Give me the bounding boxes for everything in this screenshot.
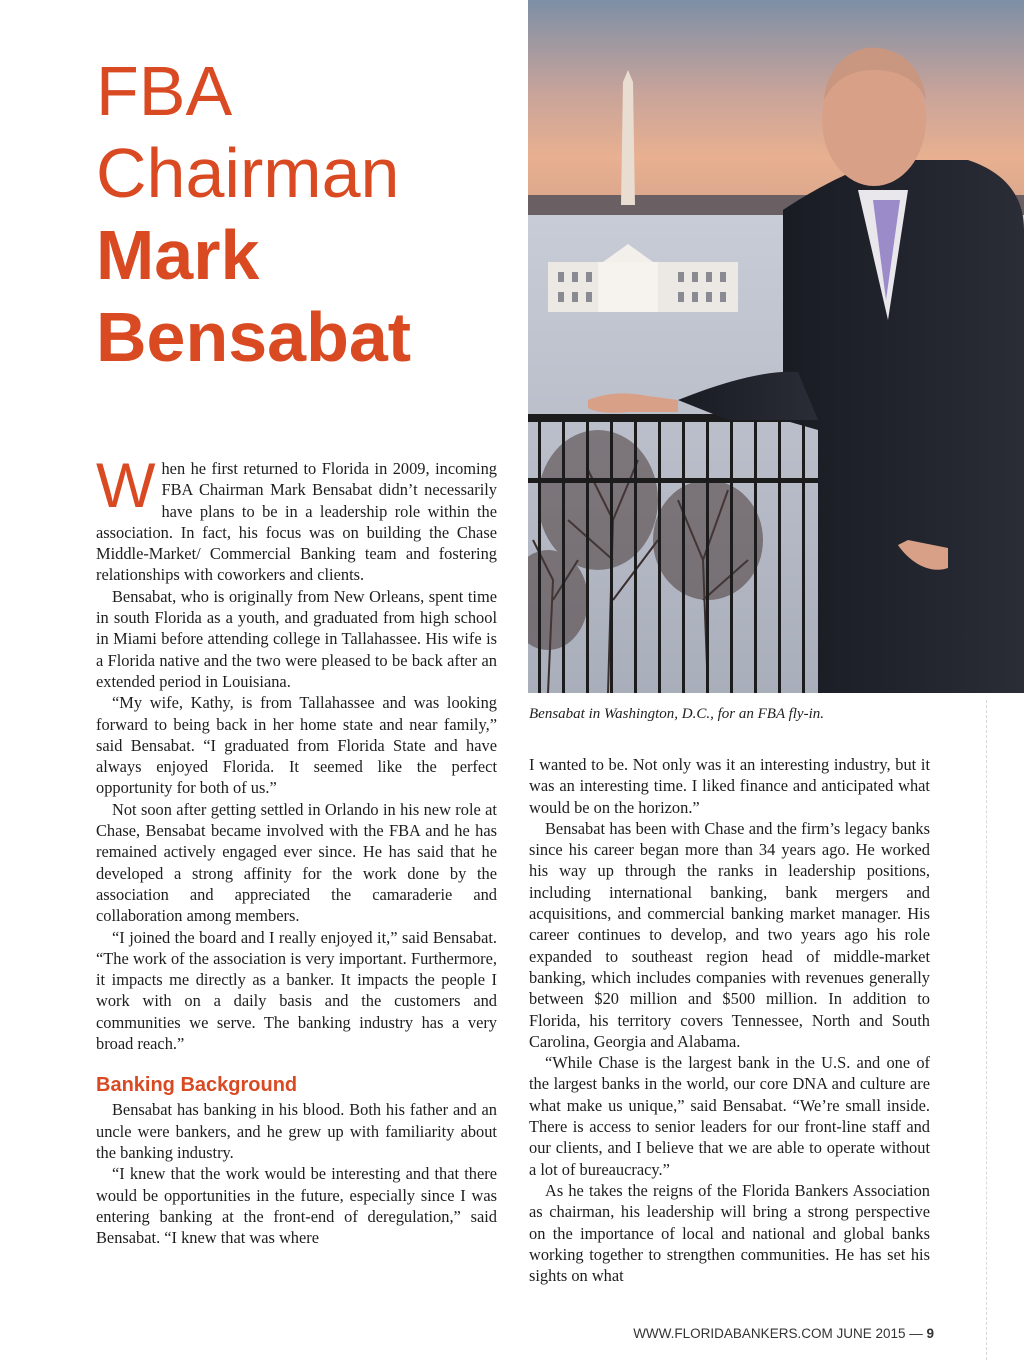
section-subhead: Banking Background [96, 1074, 298, 1097]
page-number: 9 [926, 1326, 934, 1341]
article-paragraph: “My wife, Kathy, is from Tallahassee and was looking forward to being back in her home state and near family,” said Bensabat. “I graduated from Florida State and have always enjoyed Florida. It seemed like the perfect opportunity for both of us.” [96, 693, 497, 798]
chairman-photo [528, 0, 1024, 693]
article-column-left [96, 451, 497, 1248]
page-edge-divider [986, 700, 987, 1360]
headline-line-3: Mark [96, 216, 260, 294]
headline-line-1: FBA [96, 52, 233, 130]
dropcap: W [96, 451, 156, 521]
article-paragraph: “I joined the board and I really enjoyed it,” said Bensabat. “The work of the association is very important. Furthermore, it impacts me directly as a banker. It impacts the people I work with on a daily basis and the customers and communities we serve. The banking industry has a very broad reach.” [96, 927, 497, 1054]
footer-text: WWW.FLORIDABANKERS.COM JUNE 2015 — [633, 1326, 927, 1341]
article-paragraph: Bensabat has been with Chase and the firm’s legacy banks since his career began more than 34 years ago. He worked his way up through the ranks in leadership positions, including international banking, bank mergers and acquisitions, and commercial banking market manager. His career continues to develop, and two years ago his role expanded to southeast region head of middle-market banking, which includes companies with revenues generally between $20 million and $500 million. In addition to Florida, his territory covers Tennessee, North and South Carolina, Georgia and Alabama. [529, 818, 930, 1051]
headline [96, 50, 516, 378]
headline-line-2: Chairman [96, 134, 400, 212]
article-paragraph: As he takes the reigns of the Florida Bankers Association as chairman, his leadership will bring a strong perspective on the importance of local and national and global banks working together to strengthen communities. He has set his sights on what [529, 1180, 930, 1286]
article-paragraph: “I knew that the work would be interesting and that there would be opportunities in the future, especially since I was entering banking at the front-end of deregulation,” said Bensabat. “I knew that was where [96, 1164, 497, 1248]
article-paragraph: Not soon after getting settled in Orlando in his new role at Chase, Bensabat became involved with the FBA and he has remained actively engaged ever since. He has said that he developed a strong affinity for the work done by the association and appreciated the camaraderie and collaboration among members. [96, 799, 497, 926]
article-paragraph: Bensabat, who is originally from New Orleans, spent time in south Florida as a youth, and graduated from high school in Miami before attending college in Tallahassee. His wife is a Florida native and the two were pleased to be back after an extended period in Louisiana. [96, 586, 497, 691]
article-paragraph: When he first returned to Florida in 2009, incoming FBA Chairman Mark Bensabat didn’t necessarily have plans to be in a leadership role within the association. In fact, his focus was on building the Chase Middle-Market/ Commercial Banking team and fostering relationships with coworkers and clients. [96, 451, 497, 585]
page-footer [633, 1326, 934, 1341]
article-paragraph: I wanted to be. Not only was it an interesting industry, but it was an interesting time. I liked finance and anticipated what would be on the horizon.” [529, 755, 930, 817]
photo-caption: Bensabat in Washington, D.C., for an FBA fly-in. [529, 706, 824, 722]
article-paragraph: “While Chase is the largest bank in the U.S. and one of the largest banks in the world, our core DNA and culture are what make us unique,” said Bensabat. “We’re small inside. There is access to senior leaders for our front-line staff and our clients, and I believe that we are able to operate without a lot of bureaucracy.” [529, 1053, 930, 1179]
headline-line-4: Bensabat [96, 298, 412, 376]
article-paragraph: Bensabat has banking in his blood. Both his father and an uncle were bankers, and he grew up with familiarity about the banking industry. [96, 1100, 497, 1162]
article-column-right [529, 754, 930, 1286]
